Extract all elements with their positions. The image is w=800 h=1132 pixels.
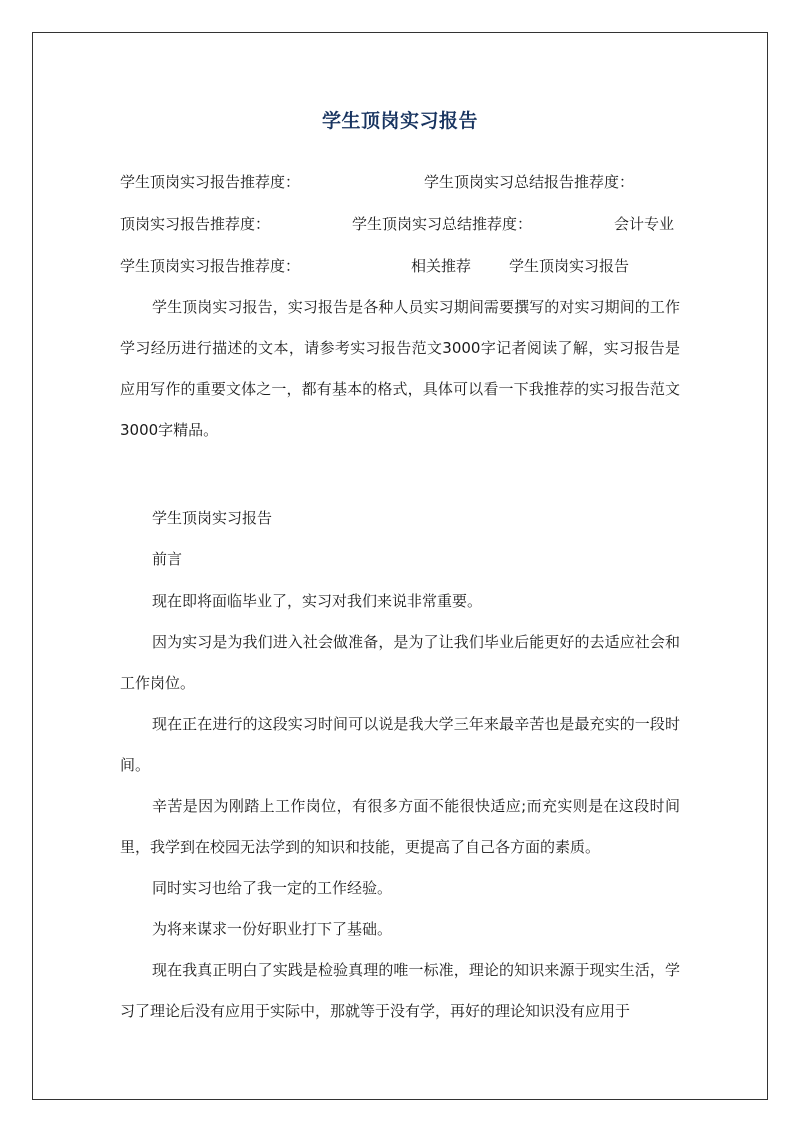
meta-row-2-col-1: 顶岗实习报告推荐度： — [120, 215, 271, 233]
meta-row-2-col-2: 学生顶岗实习总结推荐度： — [352, 215, 533, 233]
body-paragraph: 同时实习也给了我一定的工作经验。 — [152, 879, 393, 897]
document-title: 学生顶岗实习报告 — [321, 110, 478, 132]
meta-row-2-col-3: 会计专业 — [614, 215, 675, 233]
meta-row-1-col-1: 学生顶岗实习报告推荐度： — [120, 173, 301, 191]
preface-heading: 前言 — [152, 550, 183, 568]
meta-row-1-col-2: 学生顶岗实习总结报告推荐度： — [424, 173, 635, 191]
body-paragraph: 辛苦是因为刚踏上工作岗位，有很多方面不能很快适应;而充实则是在这段时间里，我学到在校园无法学到的知识和技能，更提高了自己各方面的素质。 — [120, 797, 680, 856]
meta-row-3-col-3: 学生顶岗实习报告 — [509, 257, 630, 275]
body-paragraph: 现在正在进行的这段实习时间可以说是我大学三年来最辛苦也是最充实的一段时间。 — [120, 715, 680, 774]
body-paragraph: 为将来谋求一份好职业打下了基础。 — [152, 920, 393, 938]
body-paragraph: 现在我真正明白了实践是检验真理的唯一标准，理论的知识来源于现实生活，学习了理论后没有应用于实际中，那就等于没有学，再好的理论知识没有应用于 — [120, 961, 680, 1020]
meta-row-3-col-1: 学生顶岗实习报告推荐度： — [120, 257, 301, 275]
body-paragraph: 现在即将面临毕业了，实习对我们来说非常重要。 — [152, 592, 483, 610]
meta-row-3-col-2: 相关推荐 — [411, 257, 472, 275]
section-title: 学生顶岗实习报告 — [152, 509, 273, 527]
intro-paragraph: 学生顶岗实习报告，实习报告是各种人员实习期间需要撰写的对实习期间的工作学习经历进行描述的文本，请参考实习报告范文3000字记者阅读了解，实习报告是应用写作的重要文体之一，都有基本的格式，具体可以看一下我推荐的实习报告范文3000字精品。 — [120, 298, 680, 439]
body-paragraph: 因为实习是为我们进入社会做准备，是为了让我们毕业后能更好的去适应社会和工作岗位。 — [120, 633, 680, 692]
